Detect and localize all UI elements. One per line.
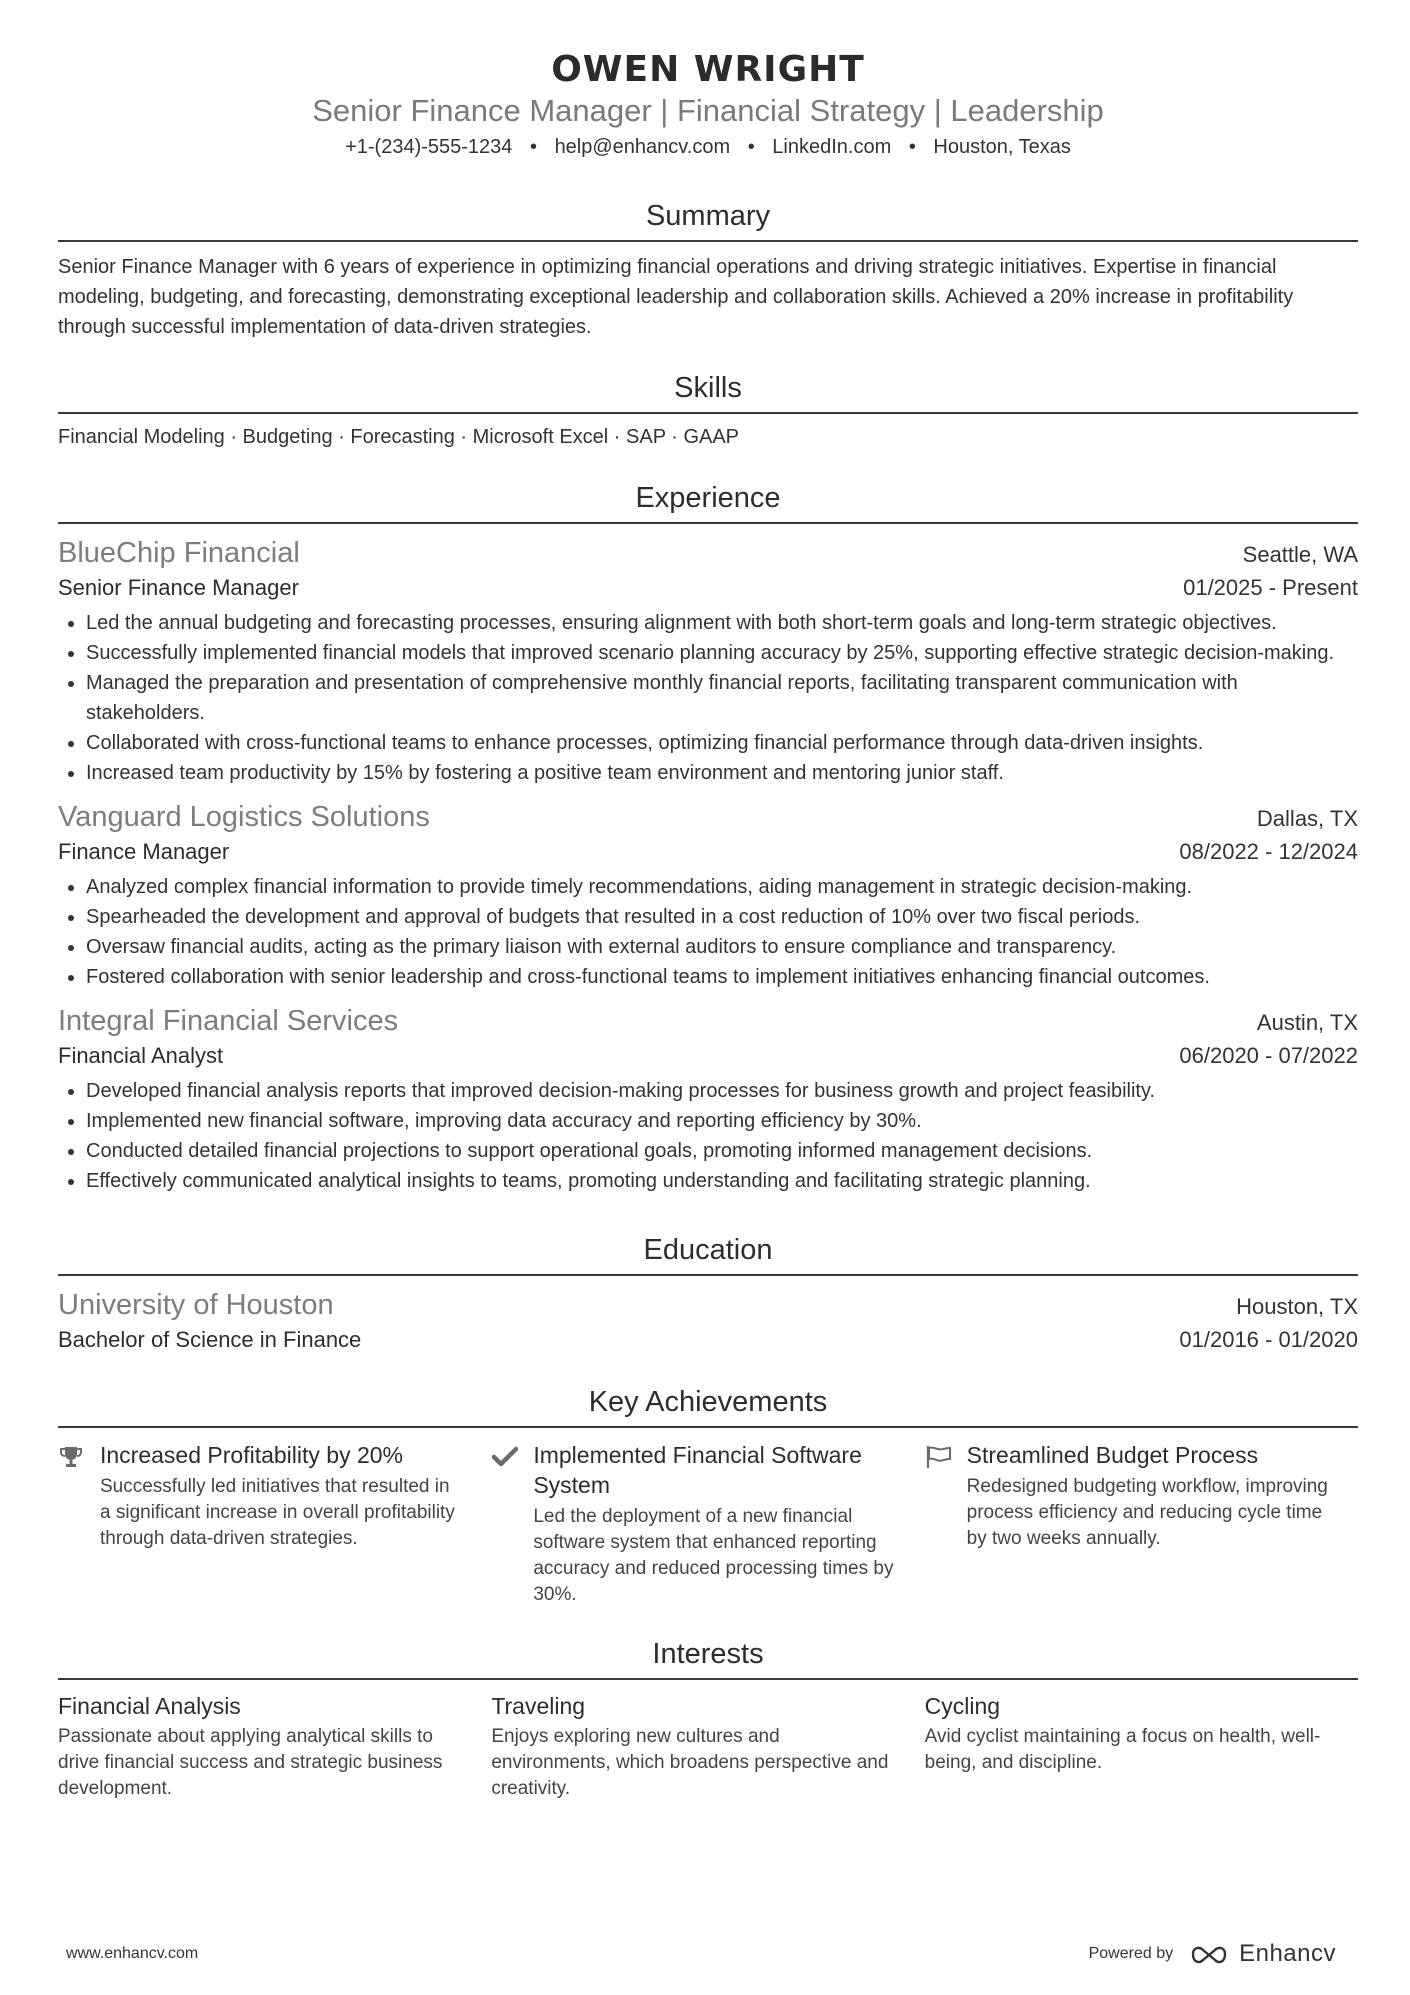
job-dates: 08/2022 - 12/2024 <box>1179 839 1358 864</box>
job-dates: 06/2020 - 07/2022 <box>1179 1043 1358 1068</box>
interest-item <box>491 1690 924 1802</box>
job-bullets <box>58 872 1358 992</box>
company-name: Vanguard Logistics Solutions <box>58 801 430 833</box>
separator: • <box>908 136 916 158</box>
interest-item <box>58 1690 491 1802</box>
footer-website-link[interactable]: www.enhancv.com <box>66 1945 199 1962</box>
contact-line <box>58 132 1358 162</box>
trophy-icon <box>58 1440 100 1608</box>
flag-icon <box>925 1440 967 1608</box>
job-role: Financial Analyst <box>58 1043 224 1068</box>
page-footer <box>66 1940 1336 1968</box>
company-name: Integral Financial Services <box>58 1005 399 1037</box>
bullet-item: • Implemented new financial software, improving data accuracy and reporting efficiency by 30%. <box>86 1106 1358 1136</box>
phone: +1-(234)-555-1234 <box>345 136 513 158</box>
bullet-item: • Developed financial analysis reports that improved decision-making processes for business growth and project feasibility. <box>86 1076 1358 1106</box>
education-section <box>58 1232 1358 1356</box>
interest-title: Traveling <box>491 1693 586 1719</box>
job-entry <box>58 1002 1358 1196</box>
achievement-item <box>491 1440 924 1608</box>
degree: Bachelor of Science in Finance <box>58 1327 362 1352</box>
achievement-desc: Led the deployment of a new financial software system that enhanced reporting accuracy and reduced processing times by 30%. <box>533 1506 894 1605</box>
bullet-item: • Collaborated with cross-functional teams to enhance processes, optimizing financial performance through data-driven insights. <box>86 728 1358 758</box>
achievements-section <box>58 1384 1358 1608</box>
brand-name: Enhancv <box>1239 1940 1336 1967</box>
job-bullets <box>58 608 1358 788</box>
interest-desc: Passionate about applying analytical skills to drive financial success and strategic business development. <box>58 1726 443 1799</box>
candidate-name: OWEN WRIGHT <box>551 49 865 90</box>
achievement-title: Increased Profitability by 20% <box>100 1442 403 1468</box>
school-location: Houston, TX <box>1236 1294 1358 1319</box>
experience-section <box>58 480 1358 1196</box>
linkedin-link[interactable]: LinkedIn.com <box>772 136 892 158</box>
achievement-item <box>58 1440 491 1608</box>
company-name: BlueChip Financial <box>58 537 300 569</box>
achievement-title: Implemented Financial Software System <box>533 1442 862 1498</box>
job-role: Finance Manager <box>58 839 230 864</box>
powered-by-label: Powered by <box>1088 1945 1174 1962</box>
section-title: Summary <box>58 198 1358 242</box>
job-entry <box>58 534 1358 788</box>
separator: • <box>747 136 755 158</box>
powered-by <box>1089 1940 1336 1968</box>
achievement-desc: Redesigned budgeting workflow, improving process efficiency and reducing cycle time by two weeks annually. <box>966 1476 1328 1549</box>
achievement-title: Streamlined Budget Process <box>966 1442 1259 1468</box>
job-entry <box>58 798 1358 992</box>
achievement-desc: Successfully led initiatives that resulted in a significant increase in overall profitability through data-driven strategies. <box>100 1476 455 1549</box>
section-title: Education <box>58 1232 1358 1276</box>
summary-text: Senior Finance Manager with 6 years of experience in optimizing financial operations and driving strategic initiatives. Expertise in financial modeling, budgeting, and forecasting, demonstrating exceptional leadership and collaboration skills. Achieved a 20% increase in profitability through successful implementation of data-driven strategies. <box>58 256 1294 338</box>
bullet-item: • Spearheaded the development and approval of budgets that resulted in a cost reduction of 10% over two fiscal periods. <box>86 902 1358 932</box>
interest-desc: Avid cyclist maintaining a focus on health, well-being, and discipline. <box>924 1726 1321 1773</box>
section-title: Key Achievements <box>58 1384 1358 1428</box>
section-title: Interests <box>58 1636 1358 1680</box>
interests-section <box>58 1636 1358 1802</box>
summary-section <box>58 198 1358 342</box>
job-bullets <box>58 1076 1358 1196</box>
bullet-item: • Managed the preparation and presentation of comprehensive monthly financial reports, facilitating transparent communication with stakeholders. <box>86 668 1358 728</box>
job-location: Seattle, WA <box>1242 542 1358 567</box>
education-dates: 01/2016 - 01/2020 <box>1179 1327 1358 1352</box>
resume-page <box>58 0 1358 1802</box>
job-location: Dallas, TX <box>1256 806 1358 831</box>
interest-title: Cycling <box>924 1693 1001 1719</box>
bullet-item: • Analyzed complex financial information to provide timely recommendations, aiding management in strategic decision-making. <box>86 872 1358 902</box>
enhancv-logo-icon <box>1187 1942 1231 1966</box>
interest-title: Financial Analysis <box>58 1693 241 1719</box>
bullet-item: • Oversaw financial audits, acting as the primary liaison with external auditors to ensure compliance and transparency. <box>86 932 1358 962</box>
location: Houston, Texas <box>933 136 1071 158</box>
school-name: University of Houston <box>58 1289 334 1321</box>
job-role: Senior Finance Manager <box>58 575 299 600</box>
achievement-item <box>925 1440 1358 1608</box>
candidate-subtitle: Senior Finance Manager | Financial Strategy | Leadership <box>312 93 1104 128</box>
resume-header <box>58 0 1358 162</box>
education-entry <box>58 1286 1358 1356</box>
section-title: Skills <box>58 370 1358 414</box>
checkmark-icon <box>491 1440 533 1608</box>
bullet-item: • Increased team productivity by 15% by fostering a positive team environment and mentoring junior staff. <box>86 758 1358 788</box>
email[interactable]: help@enhancv.com <box>554 136 731 158</box>
skills-section <box>58 370 1358 452</box>
bullet-item: • Conducted detailed financial projections to support operational goals, promoting informed management decisions. <box>86 1136 1358 1166</box>
bullet-item: • Effectively communicated analytical insights to teams, promoting understanding and facilitating strategic planning. <box>86 1166 1358 1196</box>
bullet-item: • Led the annual budgeting and forecasting processes, ensuring alignment with both short-term goals and long-term strategic objectives. <box>86 608 1358 638</box>
job-dates: 01/2025 - Present <box>1183 575 1358 600</box>
interest-desc: Enjoys exploring new cultures and environments, which broadens perspective and creativity. <box>491 1726 889 1799</box>
separator: • <box>529 136 537 158</box>
brand-logo[interactable] <box>1187 1940 1336 1968</box>
job-location: Austin, TX <box>1256 1010 1358 1035</box>
bullet-item: • Fostered collaboration with senior leadership and cross-functional teams to implement initiatives enhancing financial outcomes. <box>86 962 1358 992</box>
skills-list: Financial Modeling · Budgeting · Forecasting · Microsoft Excel · SAP · GAAP <box>58 426 740 448</box>
bullet-item: • Successfully implemented financial models that improved scenario planning accuracy by 25%, supporting effective strategic decision-making. <box>86 638 1358 668</box>
interest-item <box>925 1690 1358 1802</box>
section-title: Experience <box>58 480 1358 524</box>
